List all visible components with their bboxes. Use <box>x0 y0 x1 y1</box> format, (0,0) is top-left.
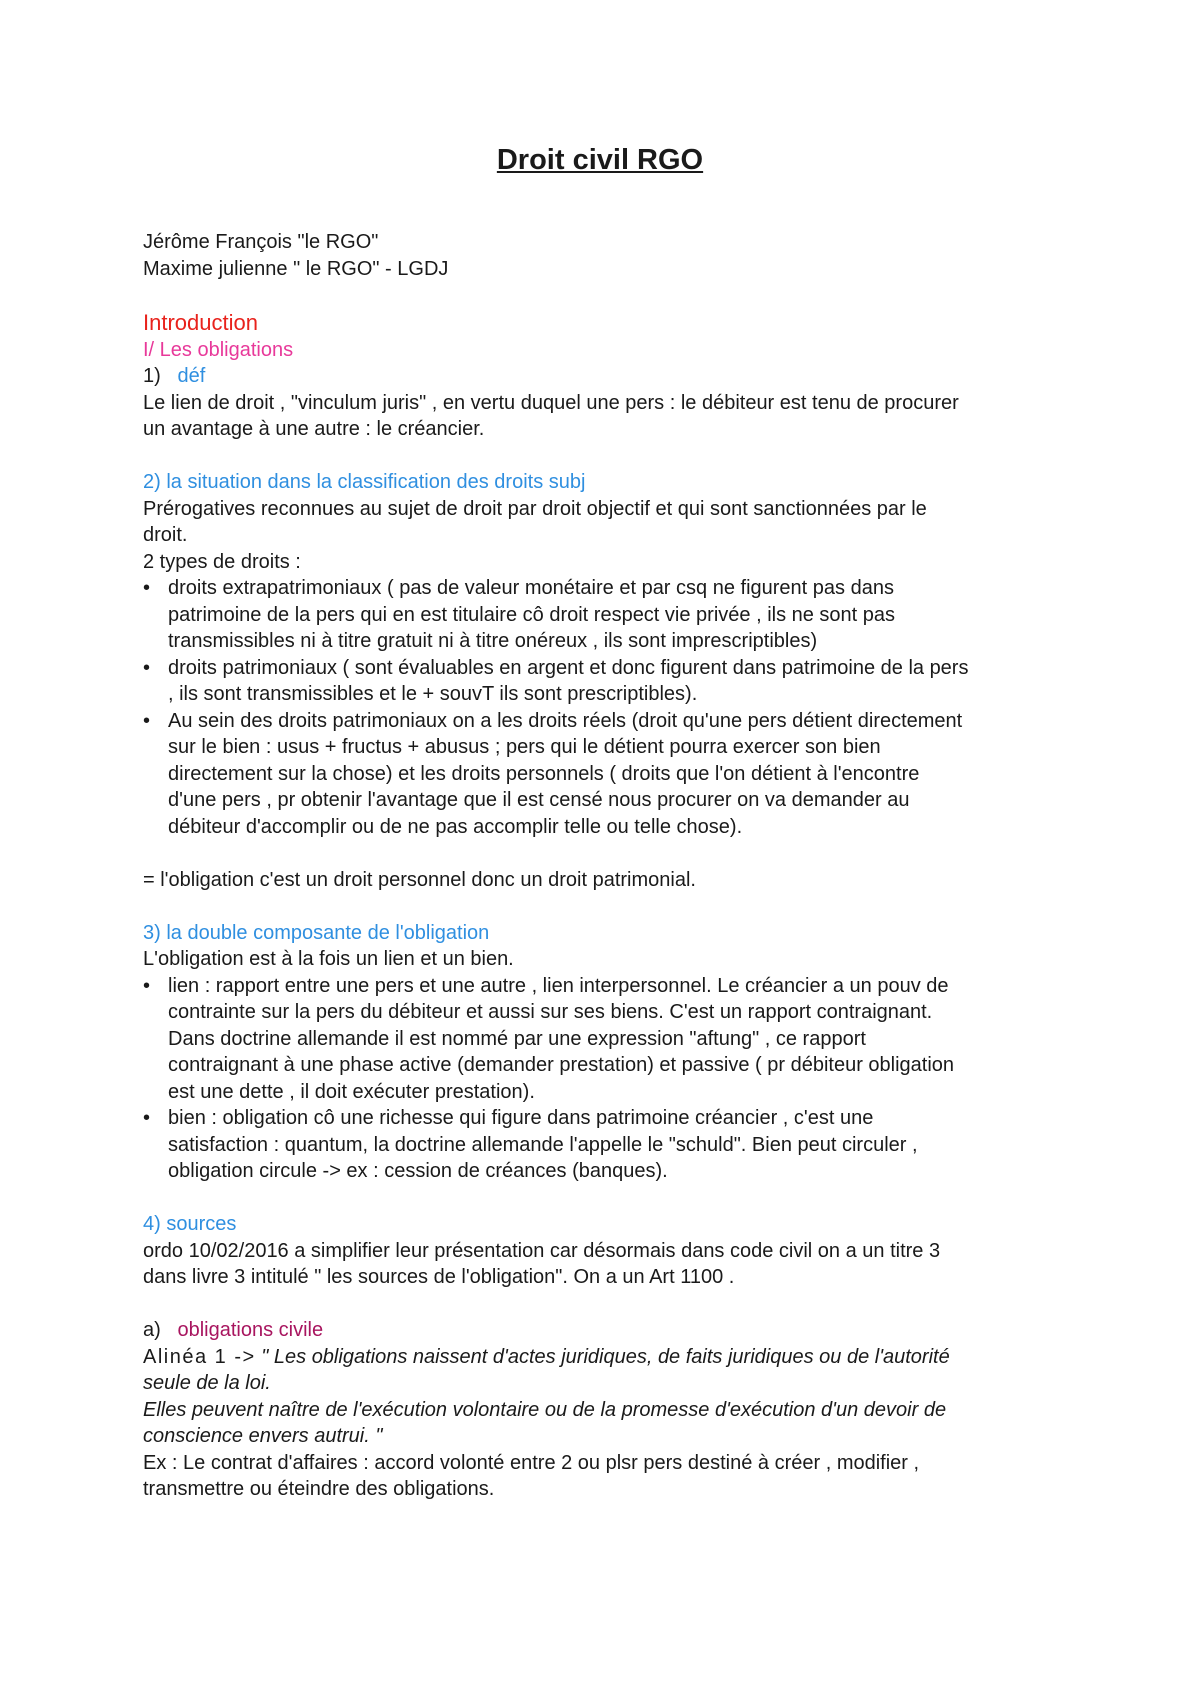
bullet-icon: • <box>143 974 151 997</box>
paragraph-line: dans livre 3 intitulé " les sources de l'obligation". On a un Art 1100 . <box>143 1266 735 1288</box>
subsection-heading-1 <box>143 363 1083 390</box>
paragraph-line: droit. <box>143 524 188 546</box>
list-item-line: Au sein des droits patrimoniaux on a les droits réels (droit qu'une pers détient directement <box>168 709 963 732</box>
subsection-title: obligations civile <box>177 1319 324 1341</box>
list-item-line: droits patrimoniaux ( sont évaluables en argent et donc figurent dans patrimoine de la pers <box>168 656 969 679</box>
subsection-number: a) <box>143 1319 161 1341</box>
list-item-line: lien : rapport entre une pers et une autre , lien interpersonnel. Le créancier a un pouv de <box>168 974 949 997</box>
list-item-line: transmissibles ni à titre gratuit ni à titre onéreux , ils sont imprescriptibles) <box>168 630 818 652</box>
list-item-line: directement sur la chose) et les droits personnels ( droits que l'on détient à l'encontre <box>168 762 920 785</box>
paragraph-line: Le lien de droit , "vinculum juris" , en vertu duquel une pers : le débiteur est tenu de procurer <box>143 391 959 414</box>
list-item-line: sur le bien : usus + fructus + abusus ; pers qui le détient pourra exercer son bien <box>168 736 881 758</box>
list-item-line: débiteur d'accomplir ou de ne pas accomplir telle ou telle chose). <box>168 815 743 838</box>
bullet-icon: • <box>143 709 151 732</box>
list-item-line: bien : obligation cô une richesse qui figure dans patrimoine créancier , c'est une <box>168 1107 874 1129</box>
list-item-line: contraignant à une phase active (demander prestation) et passive ( pr débiteur obligation <box>168 1054 955 1076</box>
alinea-label: Alinéa 1 -> <box>143 1345 256 1368</box>
list-item <box>143 973 1083 1106</box>
list-item <box>143 575 1083 655</box>
section-heading-introduction: Introduction <box>143 309 258 335</box>
subsection-heading-a <box>143 1317 1083 1344</box>
list-item-line: Dans doctrine allemande il est nommé par une expression "aftung" , ce rapport <box>168 1027 866 1050</box>
list-item-line: contrainte sur la pers du débiteur et aussi sur ses biens. C'est un rapport contraignant. <box>168 1001 933 1023</box>
list-item-line: d'une pers , pr obtenir l'avantage que il est censé nous procurer on va demander au <box>168 789 910 811</box>
paragraph-line: ordo 10/02/2016 a simplifier leur présentation car désormais dans code civil on a un titre 3 <box>143 1239 941 1262</box>
part-heading: I/ Les obligations <box>143 338 294 361</box>
bullet-icon: • <box>143 577 151 599</box>
conclusion-line: = l'obligation c'est un droit personnel donc un droit patrimonial. <box>143 868 696 891</box>
bullet-icon: • <box>143 656 151 679</box>
list-item-line: est une dette , il doit exécuter prestation). <box>168 1080 535 1103</box>
quote-line: seule de la loi. <box>143 1372 271 1394</box>
author-line: Jérôme François "le RGO" <box>143 231 379 253</box>
paragraph-line: Ex : Le contrat d'affaires : accord volonté entre 2 ou plsr pers destiné à créer , modifier , <box>143 1451 920 1474</box>
list-item-line: patrimoine de la pers qui en est titulaire cô droit respect vie privée , ils ne sont pas <box>168 603 896 626</box>
list-item <box>143 655 1083 708</box>
list-item-line: satisfaction : quantum, la doctrine allemande l'appelle le "schuld". Bien peut circuler , <box>168 1133 918 1156</box>
quote-line <box>143 1344 1083 1371</box>
document-body <box>143 229 1083 1503</box>
subsection-heading-3: 3) la double composante de l'obligation <box>143 921 490 944</box>
subsection-title: déf <box>177 365 206 387</box>
list-item-line: droits extrapatrimoniaux ( pas de valeur monétaire et par csq ne figurent pas dans <box>168 577 894 599</box>
subsection-heading-2: 2) la situation dans la classification des droits subj <box>143 471 586 493</box>
paragraph-line: transmettre ou éteindre des obligations. <box>143 1478 495 1500</box>
bullet-icon: • <box>143 1107 151 1129</box>
quote-line: Elles peuvent naître de l'exécution volontaire ou de la promesse d'exécution d'un devoir de <box>143 1398 947 1421</box>
subsection-heading-4: 4) sources <box>143 1213 237 1235</box>
paragraph-line: L'obligation est à la fois un lien et un bien. <box>143 948 514 970</box>
list-item <box>143 708 1083 841</box>
quote-line: conscience envers autrui. " <box>143 1425 383 1447</box>
quote-text: " Les obligations naissent d'actes juridiques, de faits juridiques ou de l'autorité <box>255 1345 950 1368</box>
subsection-number: 1) <box>143 365 161 387</box>
author-line: Maxime julienne " le RGO" - LGDJ <box>143 257 449 280</box>
list-item-line: obligation circule -> ex : cession de créances (banques). <box>168 1160 668 1182</box>
paragraph-line: un avantage à une autre : le créancier. <box>143 418 485 440</box>
list-item-line: , ils sont transmissibles et le + souvT ils sont prescriptibles). <box>168 683 698 705</box>
document-title: Droit civil RGO <box>496 144 704 176</box>
paragraph-line: 2 types de droits : <box>143 550 301 573</box>
paragraph-line: Prérogatives reconnues au sujet de droit par droit objectif et qui sont sanctionnées par le <box>143 497 927 520</box>
list-item <box>143 1105 1083 1185</box>
